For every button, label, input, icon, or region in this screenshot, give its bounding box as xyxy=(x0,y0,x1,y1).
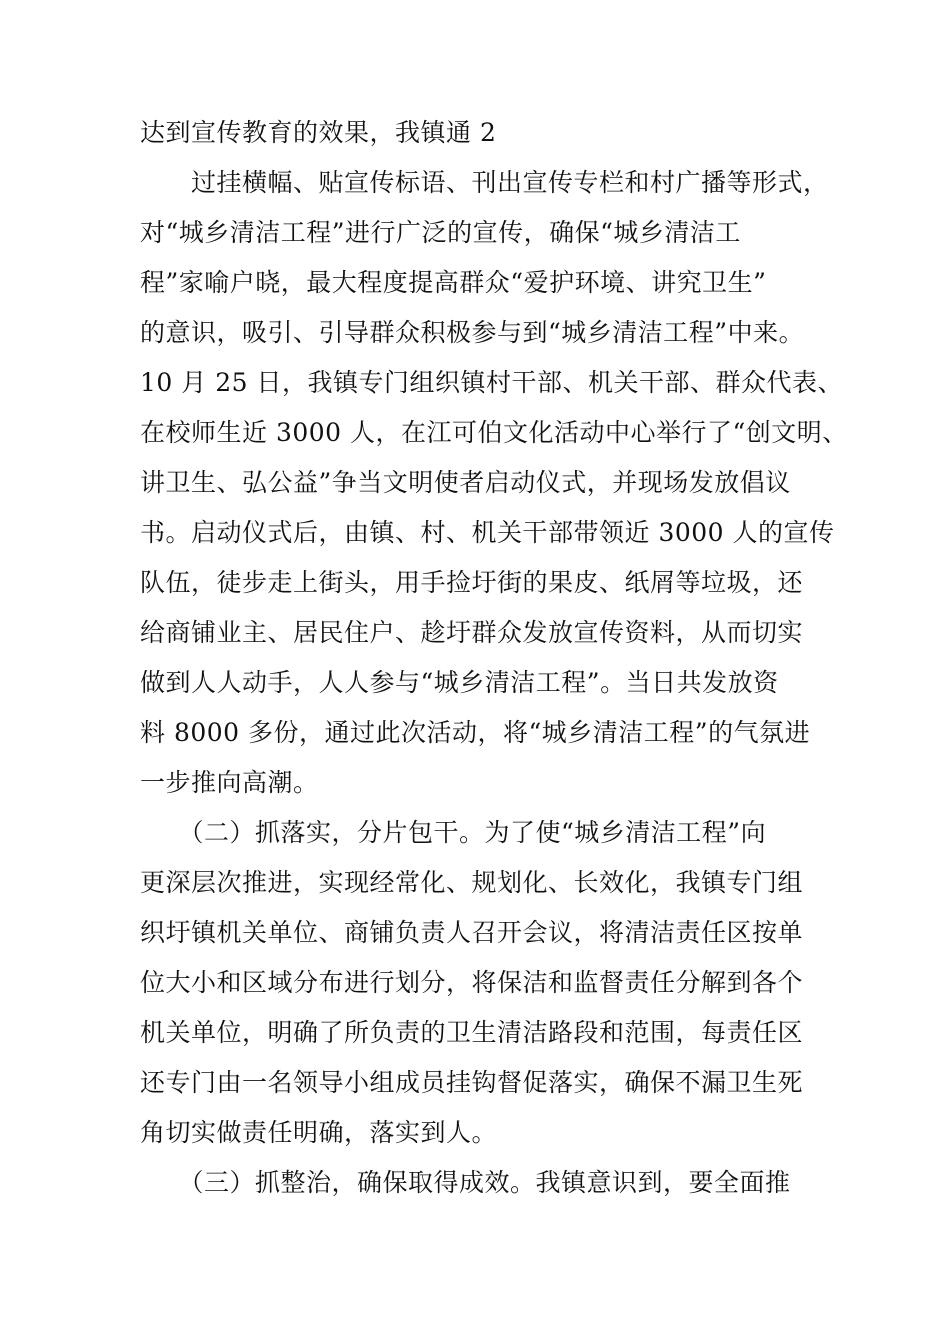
text-line: 过挂横幅、贴宣传标语、刊出宣传专栏和村广播等形式， xyxy=(140,168,829,197)
text-line: 料 8000 多份，通过此次活动，将“城乡清洁工程”的气氛进 xyxy=(140,718,811,747)
text-line: 在校师生近 3000 人，在江可伯文化活动中心举行了“创文明、 xyxy=(140,418,848,447)
text-line: 10 月 25 日，我镇专门组织镇村干部、机关干部、群众代表、 xyxy=(140,368,843,397)
text-line: 一步推向高潮。 xyxy=(140,768,319,797)
text-line: 还专门由一名领导小组成员挂钩督促落实，确保不漏卫生死 xyxy=(140,1068,804,1097)
text-line: 做到人人动手，人人参与“城乡清洁工程”。当日共发放资 xyxy=(140,668,779,697)
text-line: 书。启动仪式后，由镇、村、机关干部带领近 3000 人的宣传 xyxy=(140,518,835,547)
text-line: 机关单位，明确了所负责的卫生清洁路段和范围，每责任区 xyxy=(140,1018,804,1047)
text-line: 队伍，徒步走上街头，用手捡圩街的果皮、纸屑等垃圾，还 xyxy=(140,568,804,597)
text-line: 给商铺业主、居民住户、趁圩群众发放宣传资料，从而切实 xyxy=(140,618,804,647)
text-line: （二）抓落实，分片包干。为了使“城乡清洁工程”向 xyxy=(140,818,767,847)
text-line: 达到宣传教育的效果，我镇通 2 xyxy=(140,118,497,147)
text-line: 更深层次推进，实现经常化、规划化、长效化，我镇专门组 xyxy=(140,868,804,897)
text-line: 对“城乡清洁工程”进行广泛的宣传，确保“城乡清洁工 xyxy=(140,218,741,247)
text-line: 程”家喻户晓，最大程度提高群众“爱护环境、讲究卫生” xyxy=(140,268,767,297)
text-line: 讲卫生、弘公益”争当文明使者启动仪式，并现场发放倡议 xyxy=(140,468,791,497)
text-line: 的意识，吸引、引导群众积极参与到“城乡清洁工程”中来。 xyxy=(140,318,805,347)
text-line: 位大小和区域分布进行划分，将保洁和监督责任分解到各个 xyxy=(140,968,804,997)
text-line: 角切实做责任明确，落实到人。 xyxy=(140,1118,498,1147)
text-line: 织圩镇机关单位、商铺负责人召开会议，将清洁责任区按单 xyxy=(140,918,804,947)
text-line: （三）抓整治，确保取得成效。我镇意识到，要全面推 xyxy=(140,1168,791,1197)
